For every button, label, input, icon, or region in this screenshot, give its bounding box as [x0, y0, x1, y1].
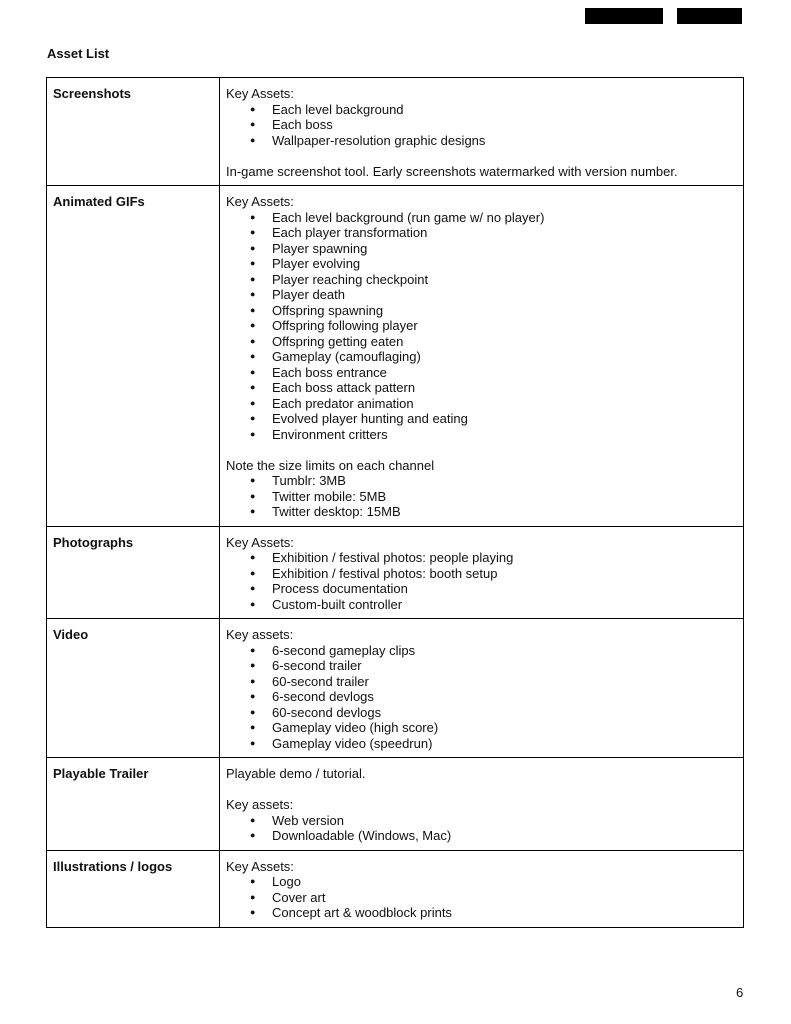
- list-item: ● Exhibition / festival photos: people playing: [226, 550, 737, 566]
- category-cell: Playable Trailer: [47, 758, 220, 851]
- table-row: [47, 186, 744, 527]
- list-item: ● Gameplay video (speedrun): [226, 736, 737, 752]
- list-item: ● Cover art: [226, 890, 737, 906]
- list-item: ● Each player transformation: [226, 225, 737, 241]
- list-item: ● Player death: [226, 287, 737, 303]
- list-item: ● Concept art & woodblock prints: [226, 905, 737, 921]
- list-item: ● Exhibition / festival photos: booth setup: [226, 566, 737, 582]
- list-item: ● Each boss attack pattern: [226, 380, 737, 396]
- bullet-list: [226, 643, 737, 752]
- details-cell: [220, 78, 744, 186]
- asset-table: [46, 77, 744, 928]
- list-item: ● Custom-built controller: [226, 597, 737, 613]
- bullet-list: [226, 102, 737, 149]
- asset-table-body: [47, 78, 744, 928]
- category-cell: Video: [47, 619, 220, 758]
- list-item: ● Twitter desktop: 15MB: [226, 504, 737, 520]
- redaction-bar: [585, 8, 663, 24]
- list-item: ● Process documentation: [226, 581, 737, 597]
- list-item: ● Web version: [226, 813, 737, 829]
- list-item: ● Offspring spawning: [226, 303, 737, 319]
- list-item: ● Each boss: [226, 117, 737, 133]
- block-heading: Key Assets:: [226, 194, 294, 209]
- block-heading: Key assets:: [226, 797, 294, 812]
- list-item: ● Each predator animation: [226, 396, 737, 412]
- list-item: ● Gameplay video (high score): [226, 720, 737, 736]
- page-title: Asset List: [47, 46, 110, 61]
- block-heading: Note the size limits on each channel: [226, 457, 435, 473]
- list-item: ● Environment critters: [226, 427, 737, 443]
- page-number: 6: [736, 985, 744, 1000]
- category-cell: Illustrations / logos: [47, 850, 220, 927]
- list-item: ● Each level background: [226, 102, 737, 118]
- table-row: [47, 526, 744, 619]
- block-heading: Key Assets:: [226, 86, 294, 101]
- list-item: ● Each level background (run game w/ no player): [226, 210, 737, 226]
- details-cell: [220, 850, 744, 927]
- list-item: ● Player reaching checkpoint: [226, 272, 737, 288]
- list-item: ● 6-second devlogs: [226, 689, 737, 705]
- paragraph-gap: [226, 148, 737, 164]
- list-item: ● 6-second gameplay clips: [226, 643, 737, 659]
- redaction-bar: [677, 8, 742, 24]
- paragraph-gap: [226, 442, 737, 458]
- list-item: ● Player evolving: [226, 256, 737, 272]
- bullet-list: [226, 550, 737, 612]
- table-row: [47, 78, 744, 186]
- details-cell: [220, 619, 744, 758]
- category-cell: Screenshots: [47, 78, 220, 186]
- list-item: ● Gameplay (camouflaging): [226, 349, 737, 365]
- list-item: ● Each boss entrance: [226, 365, 737, 381]
- bullet-list: [226, 813, 737, 844]
- block-heading: Key Assets:: [226, 534, 294, 550]
- block-heading: Key Assets:: [226, 858, 294, 874]
- table-row: [47, 850, 744, 927]
- bullet-list: [226, 874, 737, 921]
- list-item: ● Offspring getting eaten: [226, 334, 737, 350]
- list-item: ● Tumblr: 3MB: [226, 473, 737, 489]
- table-row: [47, 619, 744, 758]
- block-heading: Key assets:: [226, 627, 294, 642]
- list-item: ● Logo: [226, 874, 737, 890]
- details-cell: [220, 186, 744, 527]
- paragraph-gap: [226, 782, 737, 798]
- block-heading: Playable demo / tutorial.: [226, 766, 366, 781]
- category-cell: Animated GIFs: [47, 186, 220, 527]
- bullet-list: [226, 210, 737, 443]
- list-item: ● 60-second trailer: [226, 674, 737, 690]
- list-item: ● Evolved player hunting and eating: [226, 411, 737, 427]
- list-item: ● Wallpaper-resolution graphic designs: [226, 133, 737, 149]
- block-heading: In-game screenshot tool. Early screenshots watermarked with version number.: [226, 163, 678, 179]
- list-item: ● Downloadable (Windows, Mac): [226, 828, 737, 844]
- table-row: [47, 758, 744, 851]
- list-item: ● Player spawning: [226, 241, 737, 257]
- list-item: ● 6-second trailer: [226, 658, 737, 674]
- category-cell: Photographs: [47, 526, 220, 619]
- list-item: ● Twitter mobile: 5MB: [226, 489, 737, 505]
- details-cell: [220, 526, 744, 619]
- details-cell: [220, 758, 744, 851]
- list-item: ● 60-second devlogs: [226, 705, 737, 721]
- list-item: ● Offspring following player: [226, 318, 737, 334]
- bullet-list: [226, 473, 737, 520]
